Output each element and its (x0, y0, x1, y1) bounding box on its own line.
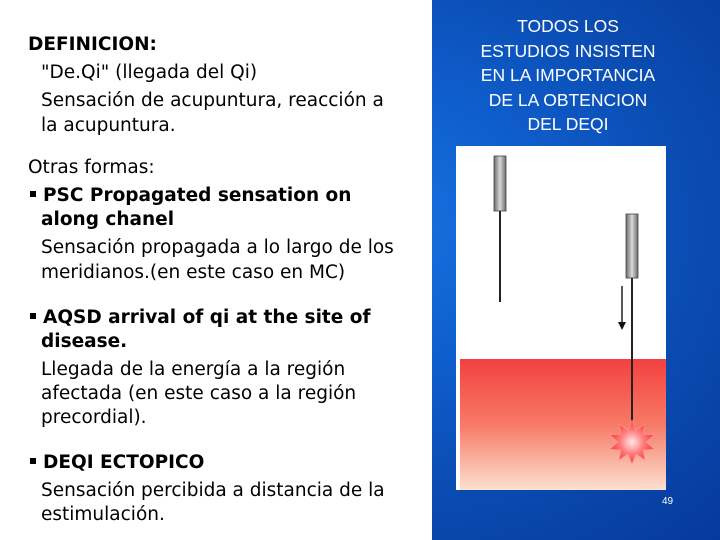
list-item-title: PSC Propagated sensation on (43, 185, 352, 206)
heading-line: EN LA IMPORTANCIA (480, 65, 656, 85)
list-item-desc: meridianos.(en este caso en MC) (41, 262, 346, 283)
definition-title: DEFINICION: (28, 34, 157, 55)
needle-handle (494, 156, 506, 211)
other-forms-label: Otras formas: (28, 157, 155, 178)
heading-line: TODOS LOS (517, 16, 619, 36)
list-item-desc: Llegada de la energía a la región (41, 359, 346, 380)
needle-handle (626, 214, 638, 278)
acupuncture-figure (456, 146, 666, 490)
bullet-icon (30, 191, 36, 197)
heading (450, 14, 686, 137)
definition-line: la acupuntura. (41, 115, 176, 136)
list-item-desc: afectada (en este caso a la región (41, 383, 357, 404)
list-item-desc: Sensación propagada a lo largo de los (41, 237, 394, 258)
heading-line: ESTUDIOS INSISTEN (480, 40, 656, 61)
heading-line: DEL DEQI (527, 114, 609, 134)
heading-line: DE LA OBTENCION (488, 89, 648, 110)
list-item-desc: estimulación. (41, 504, 165, 525)
list-item-title: disease. (41, 331, 128, 352)
page-number: 49 (662, 496, 674, 507)
red-zone (460, 359, 666, 490)
acupuncture-diagram (456, 146, 666, 490)
list-item-title: DEQI ECTOPICO (43, 452, 205, 473)
list-item-title: AQSD arrival of qi at the site of (43, 307, 371, 328)
bullet-icon (30, 313, 36, 319)
definition-line: "De.Qi" (llegada del Qi) (41, 62, 258, 83)
definition-line: Sensación de acupuntura, reacción a (41, 90, 384, 111)
list-item-desc: precordial). (41, 407, 147, 428)
bullet-icon (30, 458, 36, 464)
list-item-desc: Sensación percibida a distancia de la (41, 480, 385, 501)
list-item-title: along chanel (41, 209, 175, 230)
